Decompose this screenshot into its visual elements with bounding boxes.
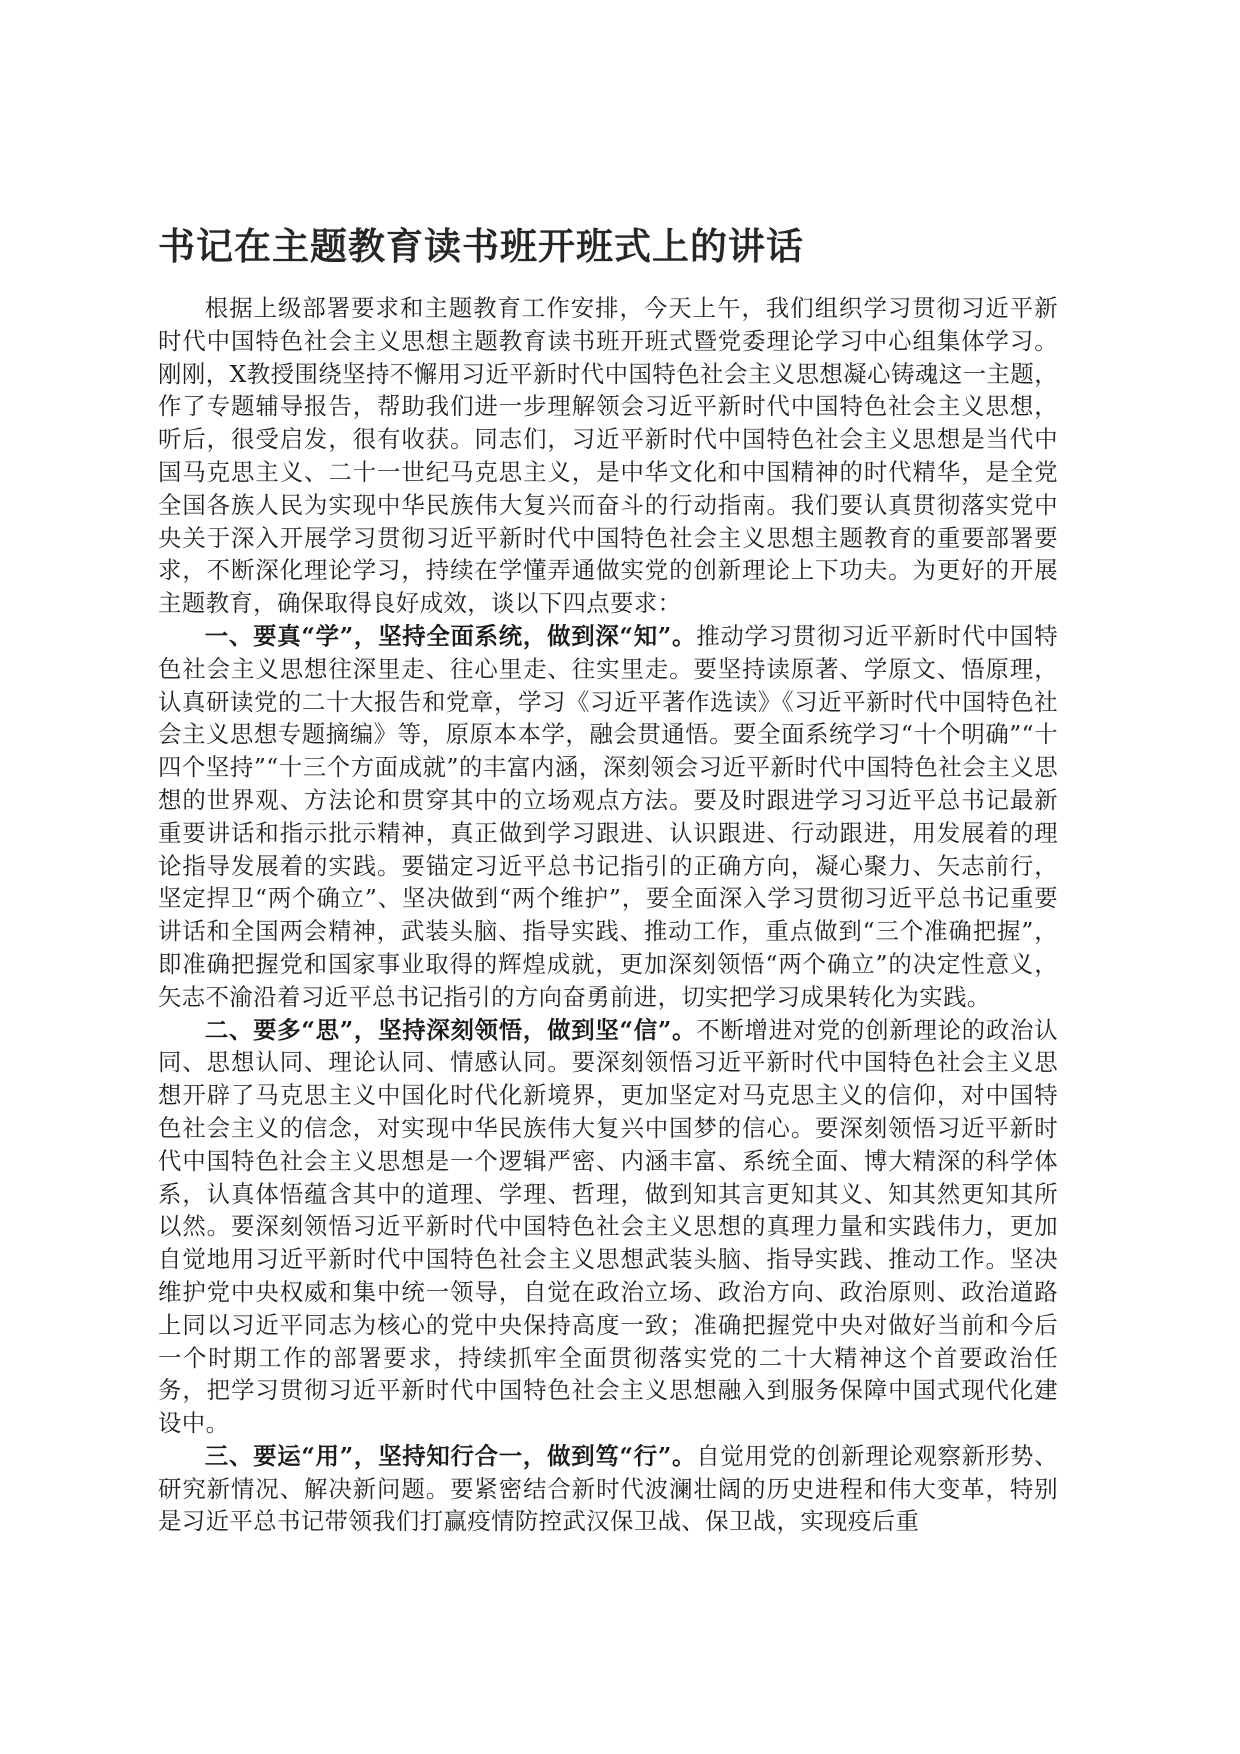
document-body — [158, 292, 1058, 1538]
body-paragraph-section-1 — [158, 620, 1058, 1014]
document-title: 书记在主题教育读书班开班式上的讲话 — [158, 225, 804, 268]
body-paragraph-intro — [158, 292, 1058, 620]
paragraph-text: 根据上级部署要求和主题教育工作安排，今天上午，我们组织学习贯彻习近平新时代中国特色社会主义思想主题教育读书班开班式暨党委理论学习中心组集体学习。刚刚，X教授围绕坚持不懈用习近平新时代中国特色社会主义思想凝心铸魂这一主题，作了专题辅导报告，帮助我们进一步理解领会习近平新时代中国特色社会主义思想，听后，很受启发，很有收获。同志们，习近平新时代中国特色社会主义思想是当代中国马克思主义、二十一世纪马克思主义，是中华文化和中国精神的时代精华，是全党全国各族人民为实现中华民族伟大复兴而奋斗的行动指南。我们要认真贯彻落实党中央关于深入开展学习贯彻习近平新时代中国特色社会主义思想主题教育的重要部署要求，不断深化理论学习，持续在学懂弄通做实党的创新理论上下功夫。为更好的开展主题教育，确保取得良好成效，谈以下四点要求： — [158, 294, 1058, 618]
paragraph-text: 自觉用党的创新理论观察新形势、研究新情况、解决新问题。要紧密结合新时代波澜壮阔的历史进程和伟大变革，特别是习近平总书记带领我们打赢疫情防控武汉保卫战、保卫战，实现疫后重 — [158, 1441, 1058, 1536]
section-heading: 一、要真“学”，坚持全面系统，做到深“知”。 — [204, 621, 697, 650]
section-heading: 二、要多“思”，坚持深刻领悟，做到坚“信”。 — [204, 1015, 697, 1044]
paragraph-text: 不断增进对党的创新理论的政治认同、思想认同、理论认同、情感认同。要深刻领悟习近平新时代中国特色社会主义思想开辟了马克思主义中国化时代化新境界，更加坚定对马克思主义的信仰，对中国特色社会主义的信念，对实现中华民族伟大复兴中国梦的信心。要深刻领悟习近平新时代中国特色社会主义思想是一个逻辑严密、内涵丰富、系统全面、博大精深的科学体系，认真体悟蕴含其中的道理、学理、哲理，做到知其言更知其义、知其然更知其所以然。要深刻领悟习近平新时代中国特色社会主义思想的真理力量和实践伟力，更加自觉地用习近平新时代中国特色社会主义思想武装头脑、指导实践、推动工作。坚决维护党中央权威和集中统一领导，自觉在政治立场、政治方向、政治原则、政治道路上同以习近平同志为核心的党中央保持高度一致；准确把握党中央对做好当前和今后一个时期工作的部署要求，持续抓牢全面贯彻落实党的二十大精神这个首要政治任务，把学习贯彻习近平新时代中国特色社会主义思想融入到服务保障中国式现代化建设中。 — [158, 1015, 1058, 1438]
paragraph-text: 推动学习贯彻习近平新时代中国特色社会主义思想往深里走、往心里走、往实里走。要坚持读原著、学原文、悟原理，认真研读党的二十大报告和党章，学习《习近平著作选读》《习近平新时代中国特色社会主义思想专题摘编》等，原原本本学，融会贯通悟。要全面系统学习“十个明确”“十四个坚持”“十三个方面成就”的丰富内涵，深刻领会习近平新时代中国特色社会主义思想的世界观、方法论和贯穿其中的立场观点方法。要及时跟进学习习近平总书记最新重要讲话和指示批示精神，真正做到学习跟进、认识跟进、行动跟进，用发展着的理论指导发展着的实践。要锚定习近平总书记指引的正确方向，凝心聚力、矢志前行，坚定捍卫“两个确立”、坚决做到“两个维护”，要全面深入学习贯彻习近平总书记重要讲话和全国两会精神，武装头脑、指导实践、推动工作，重点做到“三个准确把握”，即准确把握党和国家事业取得的辉煌成就，更加深刻领悟“两个确立”的决定性意义，矢志不渝沿着习近平总书记指引的方向奋勇前进，切实把学习成果转化为实践。 — [158, 621, 1058, 1011]
body-paragraph-section-3 — [158, 1440, 1058, 1538]
section-heading: 三、要运“用”，坚持知行合一，做到笃“行”。 — [204, 1441, 697, 1470]
body-paragraph-section-2 — [158, 1014, 1058, 1440]
